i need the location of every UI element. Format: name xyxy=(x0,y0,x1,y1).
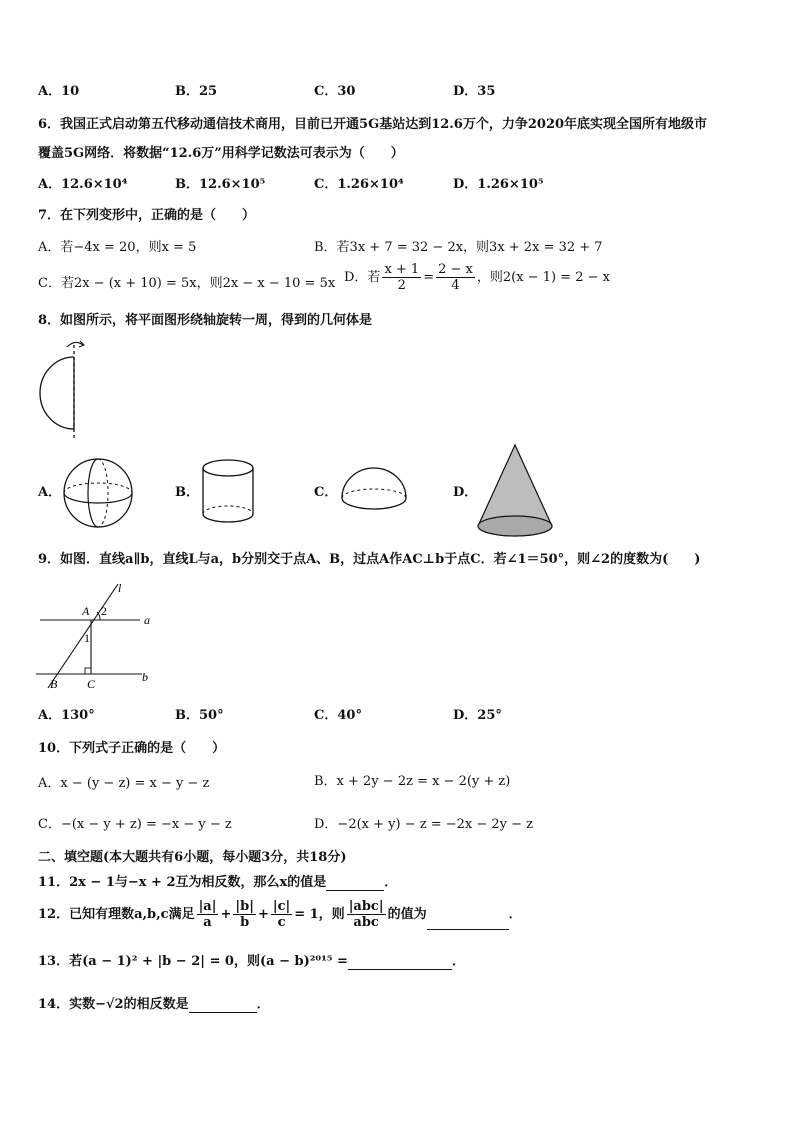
q8-option-b-label: B． xyxy=(175,485,199,500)
q6-option-c: C．1.26×10⁴ xyxy=(314,177,404,192)
q12-fb-numerator: |b| xyxy=(235,899,254,914)
q12-fa-numerator: |a| xyxy=(198,899,217,914)
q8-cone-icon xyxy=(474,442,556,542)
q9-label-b: b xyxy=(142,670,148,684)
q12-fraction-c xyxy=(271,899,292,930)
q12-answer-blank[interactable] xyxy=(427,915,509,930)
q11-answer-blank[interactable] xyxy=(326,876,384,891)
q12-fb-denominator: b xyxy=(240,915,250,930)
q12-fc-denominator: c xyxy=(277,915,286,930)
q7-option-d xyxy=(344,262,610,293)
q9-label-l: l xyxy=(118,581,122,595)
q8-stem: 8．如图所示，将平面图形绕轴旋转一周，得到的几何体是 xyxy=(38,313,373,328)
q10-option-c: C．−(x − y + z) = −x − y − z xyxy=(38,817,232,832)
q11-question xyxy=(38,875,397,891)
q9-option-a: A．130° xyxy=(38,708,95,723)
q7-d-f2-denominator: 4 xyxy=(451,278,460,293)
q9-parallel-lines-figure xyxy=(30,580,160,692)
q14-end: ． xyxy=(256,997,270,1012)
q9-label-A: A xyxy=(82,604,90,618)
q12-prefix: 12．已知有理数a,b,c满足 xyxy=(38,907,195,922)
q9-label-a: a xyxy=(144,613,150,627)
q14-question xyxy=(38,997,270,1013)
q5-option-c: C．30 xyxy=(314,84,356,99)
q14-answer-blank[interactable] xyxy=(189,998,257,1013)
q7-stem: 7．在下列变形中，正确的是（ ） xyxy=(38,208,256,223)
q8-option-d-label: D． xyxy=(453,485,478,500)
q8-sphere-icon xyxy=(60,455,140,533)
q12-plus-1: + xyxy=(220,907,232,922)
q8-option-a-label: A． xyxy=(38,485,62,500)
q6-option-d: D．1.26×10⁵ xyxy=(453,177,544,192)
q9-label-B: B xyxy=(50,677,58,691)
q12-fraction-a xyxy=(197,899,219,930)
q8-cylinder-icon xyxy=(198,458,258,528)
q5-option-d: D．35 xyxy=(453,84,496,99)
q11-text: 11．2x − 1与−x + 2互为相反数，那么x的值是 xyxy=(38,875,327,890)
q6-stem-line1: 6．我国正式启动第五代移动通信技术商用，目前已开通5G基站达到12.6万个，力争2020年底实现全国所有地级市 xyxy=(38,117,708,132)
q12-question xyxy=(38,899,522,930)
q12-plus-2: + xyxy=(257,907,269,922)
q7-option-a: A．若−4x = 20，则x = 5 xyxy=(38,240,197,255)
q11-end: ． xyxy=(384,875,398,890)
q10-stem: 10．下列式子正确的是（ ） xyxy=(38,741,226,756)
q6-option-b: B．12.6×10⁵ xyxy=(175,177,266,192)
q10-option-b: B．x + 2y − 2z = x − 2(y + z) xyxy=(314,774,511,789)
q7-d-fraction-2 xyxy=(436,262,475,293)
q9-label-angle-1: 1 xyxy=(84,631,90,645)
q7-option-c: C．若2x − (x + 10) = 5x，则2x − x − 10 = 5x xyxy=(38,276,336,291)
q14-text: 14．实数−√2的相反数是 xyxy=(38,997,189,1012)
q6-stem-line2: 覆盖5G网络．将数据“12.6万”用科学记数法可表示为（ ） xyxy=(38,146,404,161)
q13-end: ． xyxy=(451,954,465,969)
q9-option-b: B．50° xyxy=(175,708,224,723)
q12-fabc-denominator: abc xyxy=(353,915,379,930)
q8-hemisphere-icon xyxy=(338,464,410,516)
q9-option-c: C．40° xyxy=(314,708,362,723)
q12-fabc-numerator: |abc| xyxy=(348,899,384,914)
q7-d-equals: = xyxy=(423,270,435,285)
q6-option-a: A．12.6×10⁴ xyxy=(38,177,128,192)
q9-stem: 9．如图．直线a∥b，直线L与a，b分别交于点A、B，过点A作AC⊥b于点C．若∠1＝50°，则∠2的度数为( ) xyxy=(38,552,701,567)
q7-d-suffix: ，则2(x − 1) = 2 − x xyxy=(476,270,610,285)
q12-fraction-abc xyxy=(347,899,386,930)
q9-label-C: C xyxy=(87,677,96,691)
q13-question xyxy=(38,954,465,970)
q10-option-a: A．x − (y − z) = x − y − z xyxy=(38,776,210,791)
q10-option-d: D．−2(x + y) − z = −2x − 2y − z xyxy=(314,817,534,832)
q7-d-f1-denominator: 2 xyxy=(397,278,406,293)
q7-d-prefix: D．若 xyxy=(344,270,381,285)
q5-option-a: A．10 xyxy=(38,84,80,99)
q9-option-d: D．25° xyxy=(453,708,502,723)
q12-fraction-b xyxy=(233,899,256,930)
q12-fa-denominator: a xyxy=(203,915,212,930)
q12-end: ． xyxy=(508,907,522,922)
section-2-heading: 二、填空题(本大题共有6小题，每小题3分，共18分) xyxy=(38,850,347,865)
q13-text: 13．若(a − 1)² + |b − 2| = 0，则(a − b)²⁰¹⁵ = xyxy=(38,954,348,969)
q8-option-c-label: C． xyxy=(314,485,338,500)
q5-option-b: B．25 xyxy=(175,84,218,99)
q9-label-angle-2: 2 xyxy=(101,604,107,618)
q8-semicircle-figure xyxy=(30,335,100,445)
q7-option-b: B．若3x + 7 = 32 − 2x，则3x + 2x = 32 + 7 xyxy=(314,240,603,255)
q12-post: 的值为 xyxy=(387,907,427,922)
q13-answer-blank[interactable] xyxy=(348,955,452,970)
q7-d-f2-numerator: 2 − x xyxy=(438,262,473,277)
q12-mid: = 1，则 xyxy=(294,907,345,922)
q7-d-fraction-1 xyxy=(382,262,421,293)
q7-d-f1-numerator: x + 1 xyxy=(384,262,420,277)
q12-fc-numerator: |c| xyxy=(272,899,291,914)
